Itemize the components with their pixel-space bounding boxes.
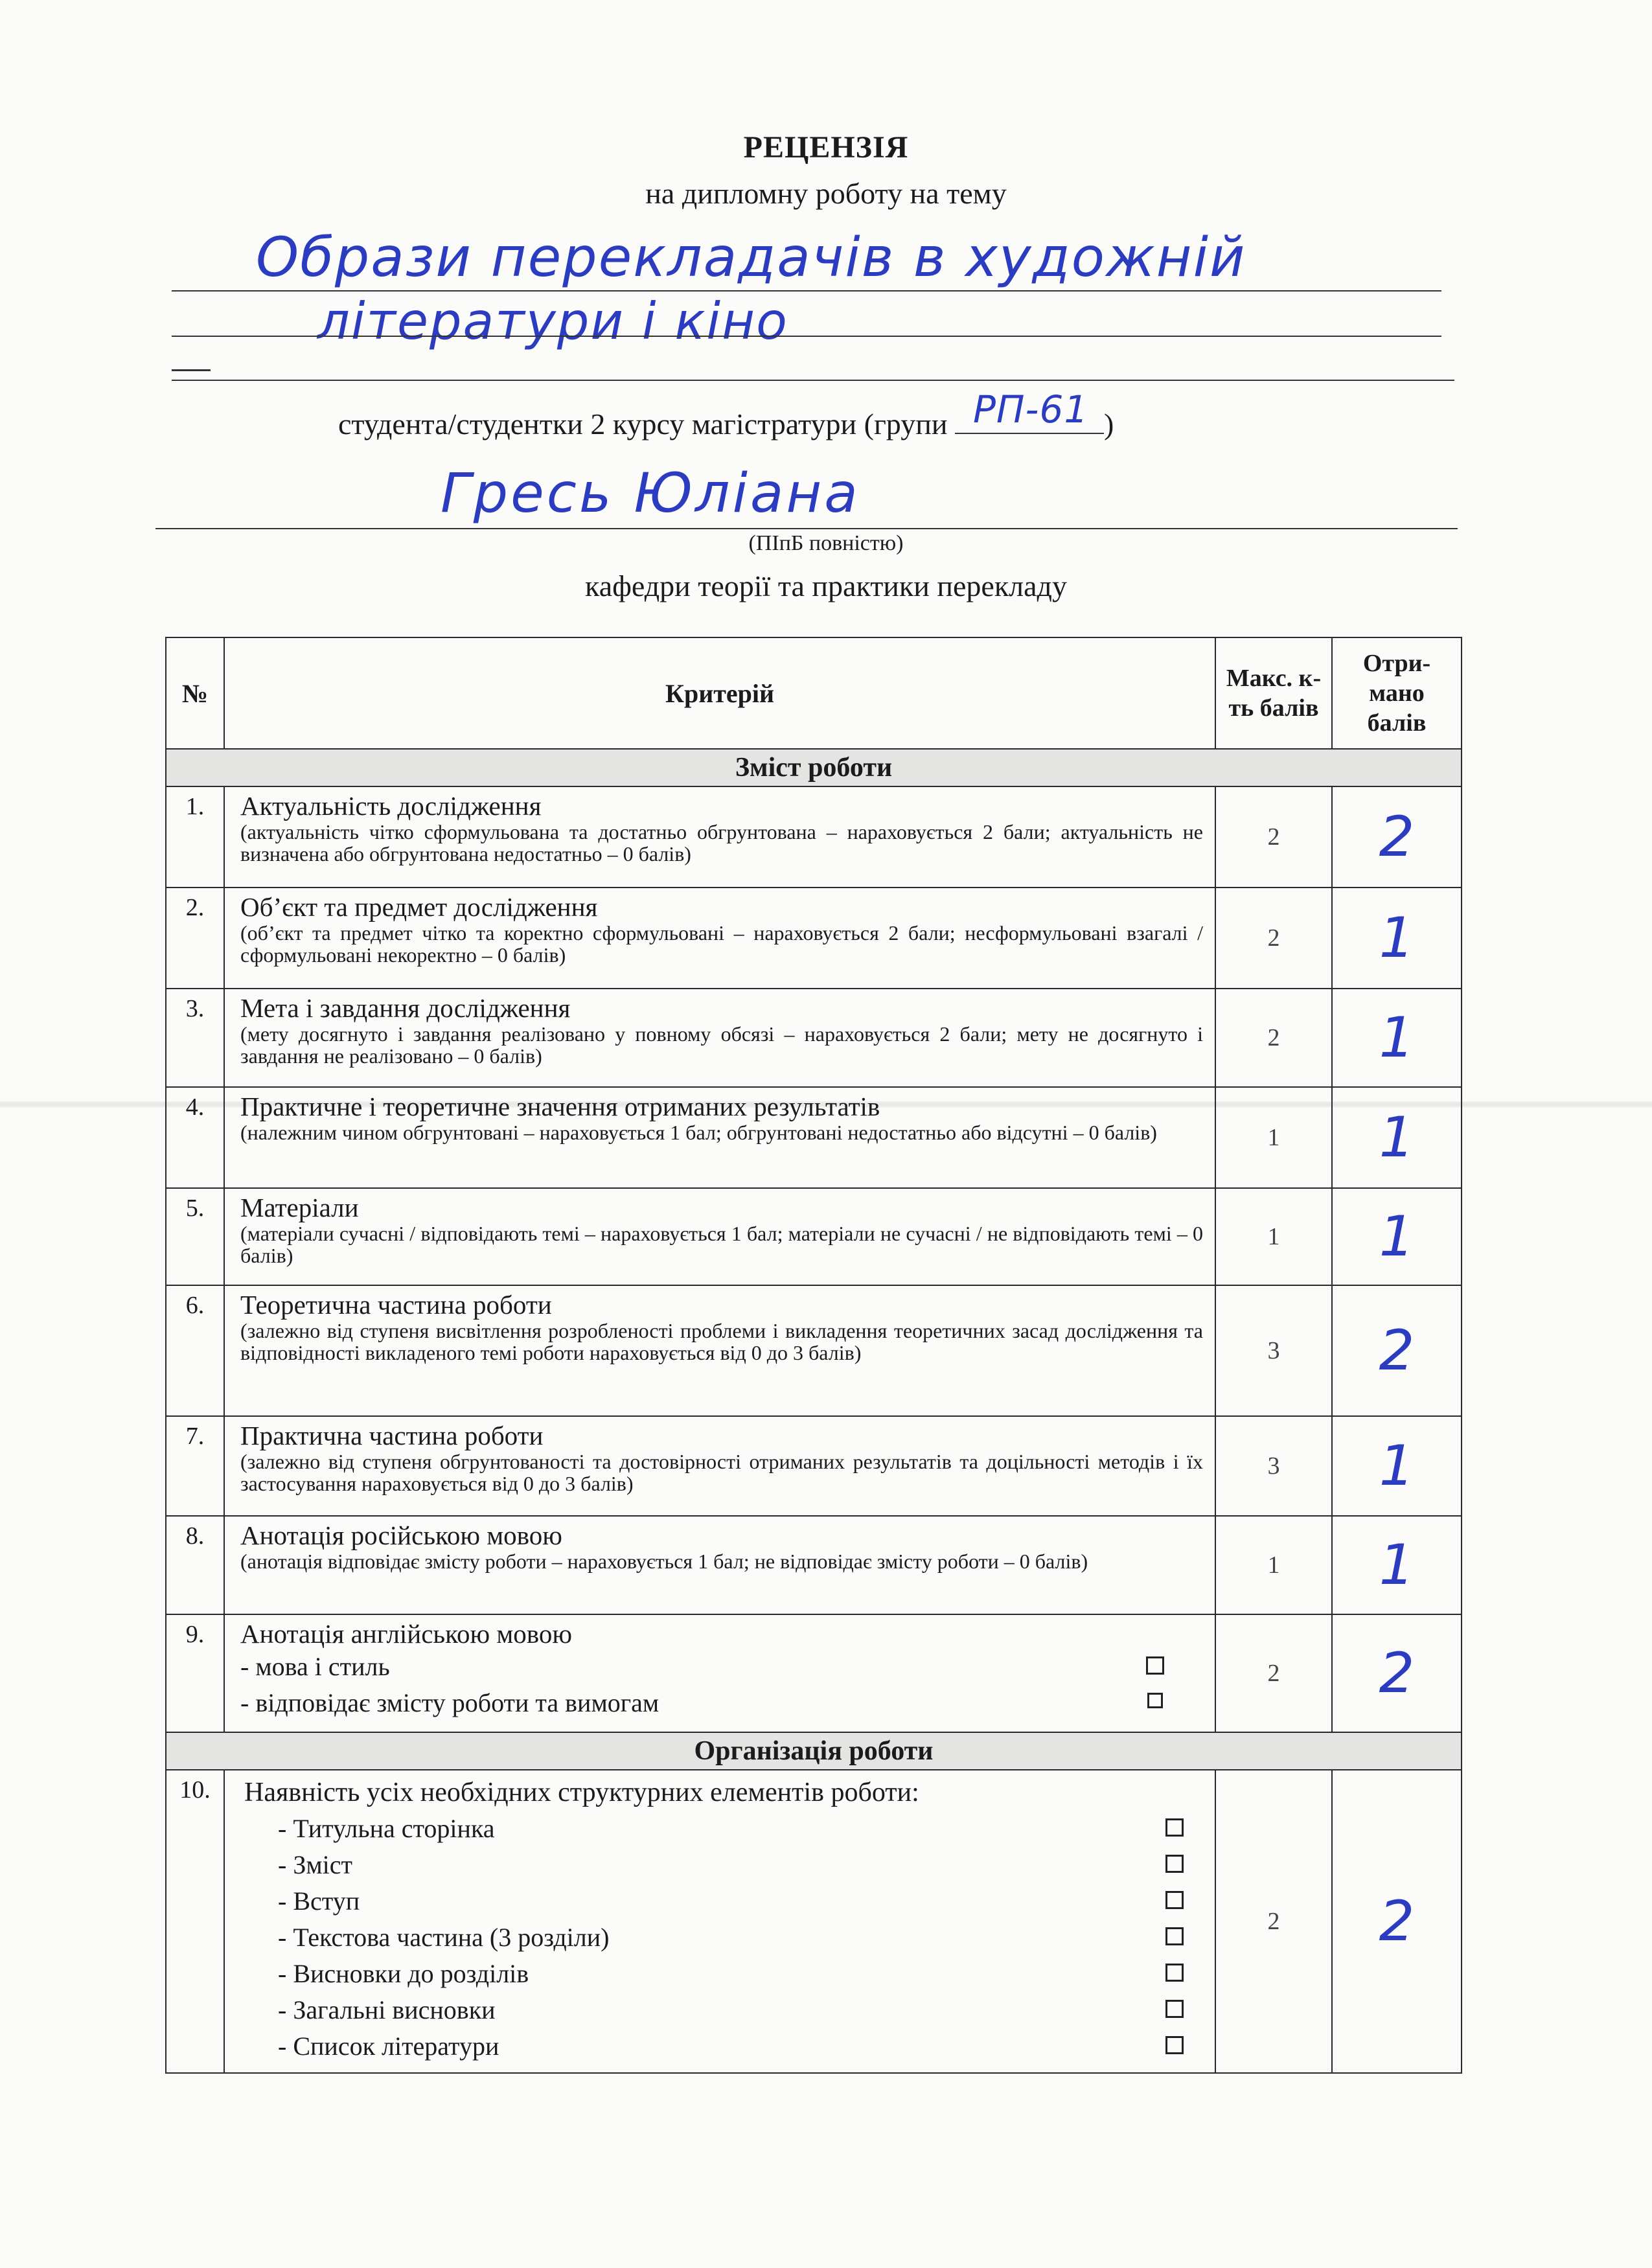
checkbox[interactable] (1165, 1964, 1184, 1982)
checklist-item (278, 2028, 1203, 2065)
criterion-cell (224, 1770, 1215, 2073)
received-score-cell (1332, 989, 1462, 1087)
student-label-close: ) (1103, 407, 1114, 441)
student-label: студента/студентки 2 курсу магістратури (групи (338, 407, 955, 441)
received-score-cell (1332, 1285, 1462, 1416)
student-name: Гресь Юліана (441, 461, 860, 525)
row-number: 8. (166, 1516, 224, 1614)
criterion-cell (224, 1516, 1215, 1614)
section-row-organization (166, 1732, 1462, 1770)
received-score-cell (1332, 1516, 1462, 1614)
checklist-item (278, 1883, 1203, 1919)
criterion-desc: (анотація відповідає змісту роботи – нараховується 1 бал; не відповідає змісту роботи – 0 балів) (240, 1550, 1088, 1573)
checklist-item (278, 1847, 1203, 1883)
table-row (166, 1416, 1462, 1516)
max-score: 1 (1215, 1087, 1332, 1188)
criterion-desc: (залежно від ступеня висвітлення розробленості проблеми і викладення теоретичних засад дослідження та відповідності викладеного темі роботи нараховується від 0 до 3 балів) (240, 1319, 1203, 1364)
header-got: Отри-мано балів (1332, 637, 1462, 749)
checklist-item-label: - Список літератури (278, 2032, 499, 2061)
topic-rule-2 (172, 336, 1441, 337)
max-score: 2 (1215, 1614, 1332, 1732)
received-score-cell (1332, 1770, 1462, 2073)
header-criterion: Критерій (224, 637, 1215, 749)
criterion-title: Об’єкт та предмет дослідження (240, 892, 598, 922)
checklist-item-label: - Текстова частина (3 розділи) (278, 1923, 610, 1952)
section-title-organization: Організація роботи (166, 1732, 1462, 1770)
received-score: 2 (1379, 1889, 1415, 1954)
criterion-title: Мета і завдання дослідження (240, 993, 571, 1023)
header-max: Макс. к-ть балів (1215, 637, 1332, 749)
criterion-cell (224, 1188, 1215, 1285)
criterion-title: Теоретична частина роботи (240, 1290, 552, 1320)
max-score: 3 (1215, 1285, 1332, 1416)
section-title-content: Зміст роботи (166, 749, 1462, 786)
received-score: 1 (1379, 1105, 1415, 1170)
row-number: 5. (166, 1188, 224, 1285)
document-title: РЕЦЕНЗІЯ (743, 130, 909, 165)
criterion-title: Матеріали (240, 1193, 359, 1222)
received-score-cell (1332, 1087, 1462, 1188)
checkbox[interactable] (1147, 1693, 1163, 1708)
criterion-cell (224, 1416, 1215, 1516)
checklist-item (240, 1685, 1203, 1721)
checklist-item (278, 1992, 1203, 2028)
criterion-title: Анотація англійською мовою (240, 1619, 572, 1649)
max-score: 1 (1215, 1188, 1332, 1285)
table-row (166, 1516, 1462, 1614)
structure-checklist (240, 1811, 1203, 2065)
checklist-item (240, 1649, 1203, 1685)
max-score: 3 (1215, 1416, 1332, 1516)
topic-rule-3 (172, 380, 1454, 381)
table-row (166, 1087, 1462, 1188)
department: кафедри теорії та практики перекладу (585, 569, 1067, 602)
row-number: 10. (166, 1770, 224, 2073)
checkbox[interactable] (1146, 1656, 1164, 1675)
criterion-cell (224, 989, 1215, 1087)
checkbox[interactable] (1165, 2000, 1184, 2018)
criterion-desc: (належним чином обгрунтовані – нараховується 1 бал; обгрунтовані недостатньо або відсутні – 0 балів) (240, 1121, 1157, 1144)
table-row (166, 1770, 1462, 2073)
criterion-title: Практична частина роботи (240, 1421, 544, 1450)
table-row (166, 1188, 1462, 1285)
checklist-item-label: - Титульна сторінка (278, 1814, 495, 1843)
row-number: 2. (166, 888, 224, 989)
checkbox[interactable] (1165, 1818, 1184, 1837)
criterion-cell (224, 1614, 1215, 1732)
table-row (166, 1614, 1462, 1732)
received-score: 1 (1379, 1434, 1415, 1498)
checkbox[interactable] (1165, 1927, 1184, 1945)
received-score: 1 (1379, 1533, 1415, 1598)
criteria-table (165, 637, 1462, 2074)
criterion-title: Наявність усіх необхідних структурних елементів роботи: (244, 1778, 919, 1807)
name-rule (155, 528, 1458, 529)
max-score: 2 (1215, 786, 1332, 888)
table-row (166, 989, 1462, 1087)
topic-line-2: літератури і кіно (317, 293, 788, 351)
table-row (166, 1285, 1462, 1416)
received-score: 1 (1379, 1204, 1415, 1269)
checklist-item-label: - відповідає змісту роботи та вимогам (240, 1688, 660, 1717)
received-score: 2 (1379, 805, 1415, 869)
document-subtitle: на дипломну роботу на тему (645, 177, 1007, 210)
checkbox[interactable] (1165, 1891, 1184, 1909)
received-score: 1 (1379, 1005, 1415, 1070)
row-number: 6. (166, 1285, 224, 1416)
student-line (338, 387, 1114, 441)
topic-dash (172, 369, 211, 371)
criterion-desc: (мету досягнуто і завдання реалізовано у повному обсязі – нараховується 2 бали; мету не досягнуто і завдання не реалізовано – 0 балів) (240, 1022, 1203, 1068)
max-score: 2 (1215, 1770, 1332, 2073)
checkbox[interactable] (1165, 2036, 1184, 2054)
received-score: 2 (1379, 1641, 1415, 1706)
row-number: 9. (166, 1614, 224, 1732)
received-score-cell (1332, 1416, 1462, 1516)
criterion-cell (224, 1285, 1215, 1416)
topic-line-1: Образи перекладачів в художній (256, 225, 1246, 289)
row-number: 3. (166, 989, 224, 1087)
row-number: 7. (166, 1416, 224, 1516)
criterion-desc: (актуальність чітко сформульована та достатньо обгрунтована – нараховується 2 бали; актуальність не визначена або обгрунтована недостатньо – 0 балів) (240, 820, 1203, 865)
criterion-title: Актуальність дослідження (240, 791, 542, 821)
received-score-cell (1332, 1614, 1462, 1732)
criterion-desc: (матеріали сучасні / відповідають темі – нараховується 1 бал; матеріали не сучасні / не відповідають темі – 0 балів) (240, 1222, 1203, 1267)
name-caption: (ПІпБ повністю) (748, 531, 904, 555)
group-field (955, 387, 1104, 434)
criterion-title: Анотація російською мовою (240, 1520, 562, 1550)
section-row-content (166, 749, 1462, 786)
max-score: 1 (1215, 1516, 1332, 1614)
topic-rule-1 (172, 290, 1441, 292)
row-number: 4. (166, 1087, 224, 1188)
criterion-cell (224, 1087, 1215, 1188)
checklist-item-label: - Висновки до розділів (278, 1959, 529, 1988)
max-score: 2 (1215, 989, 1332, 1087)
checklist-item (278, 1811, 1203, 1847)
received-score: 1 (1379, 906, 1415, 970)
group-value: РП-61 (972, 387, 1089, 431)
received-score: 2 (1379, 1318, 1415, 1383)
criterion-desc: (об’єкт та предмет чітко та коректно сформульовані – нараховується 2 бали; несформульовані взагалі / сформульовані некоректно – 0 балів) (240, 921, 1203, 967)
table-row (166, 888, 1462, 989)
checklist-item (278, 1919, 1203, 1956)
criterion-desc: (залежно від ступеня обгрунтованості та достовірності отриманих результатів та доцільності методів і їх застосування нараховується від 0 до 3 балів) (240, 1450, 1203, 1495)
checklist-item-label: - Загальні висновки (278, 1995, 496, 2024)
checklist-item-label: - мова і стиль (240, 1652, 390, 1681)
table-header-row (166, 637, 1462, 749)
checklist-item (278, 1956, 1203, 1992)
received-score-cell (1332, 786, 1462, 888)
checklist-item-label: - Вступ (278, 1886, 360, 1916)
checklist-item-label: - Зміст (278, 1850, 353, 1879)
received-score-cell (1332, 888, 1462, 989)
table-row (166, 786, 1462, 888)
criterion-cell (224, 786, 1215, 888)
criterion-title: Практичне і теоретичне значення отриманих результатів (240, 1092, 880, 1121)
checkbox[interactable] (1165, 1855, 1184, 1873)
received-score-cell (1332, 1188, 1462, 1285)
header-num: № (166, 637, 224, 749)
max-score: 2 (1215, 888, 1332, 989)
criterion-cell (224, 888, 1215, 989)
row-number: 1. (166, 786, 224, 888)
